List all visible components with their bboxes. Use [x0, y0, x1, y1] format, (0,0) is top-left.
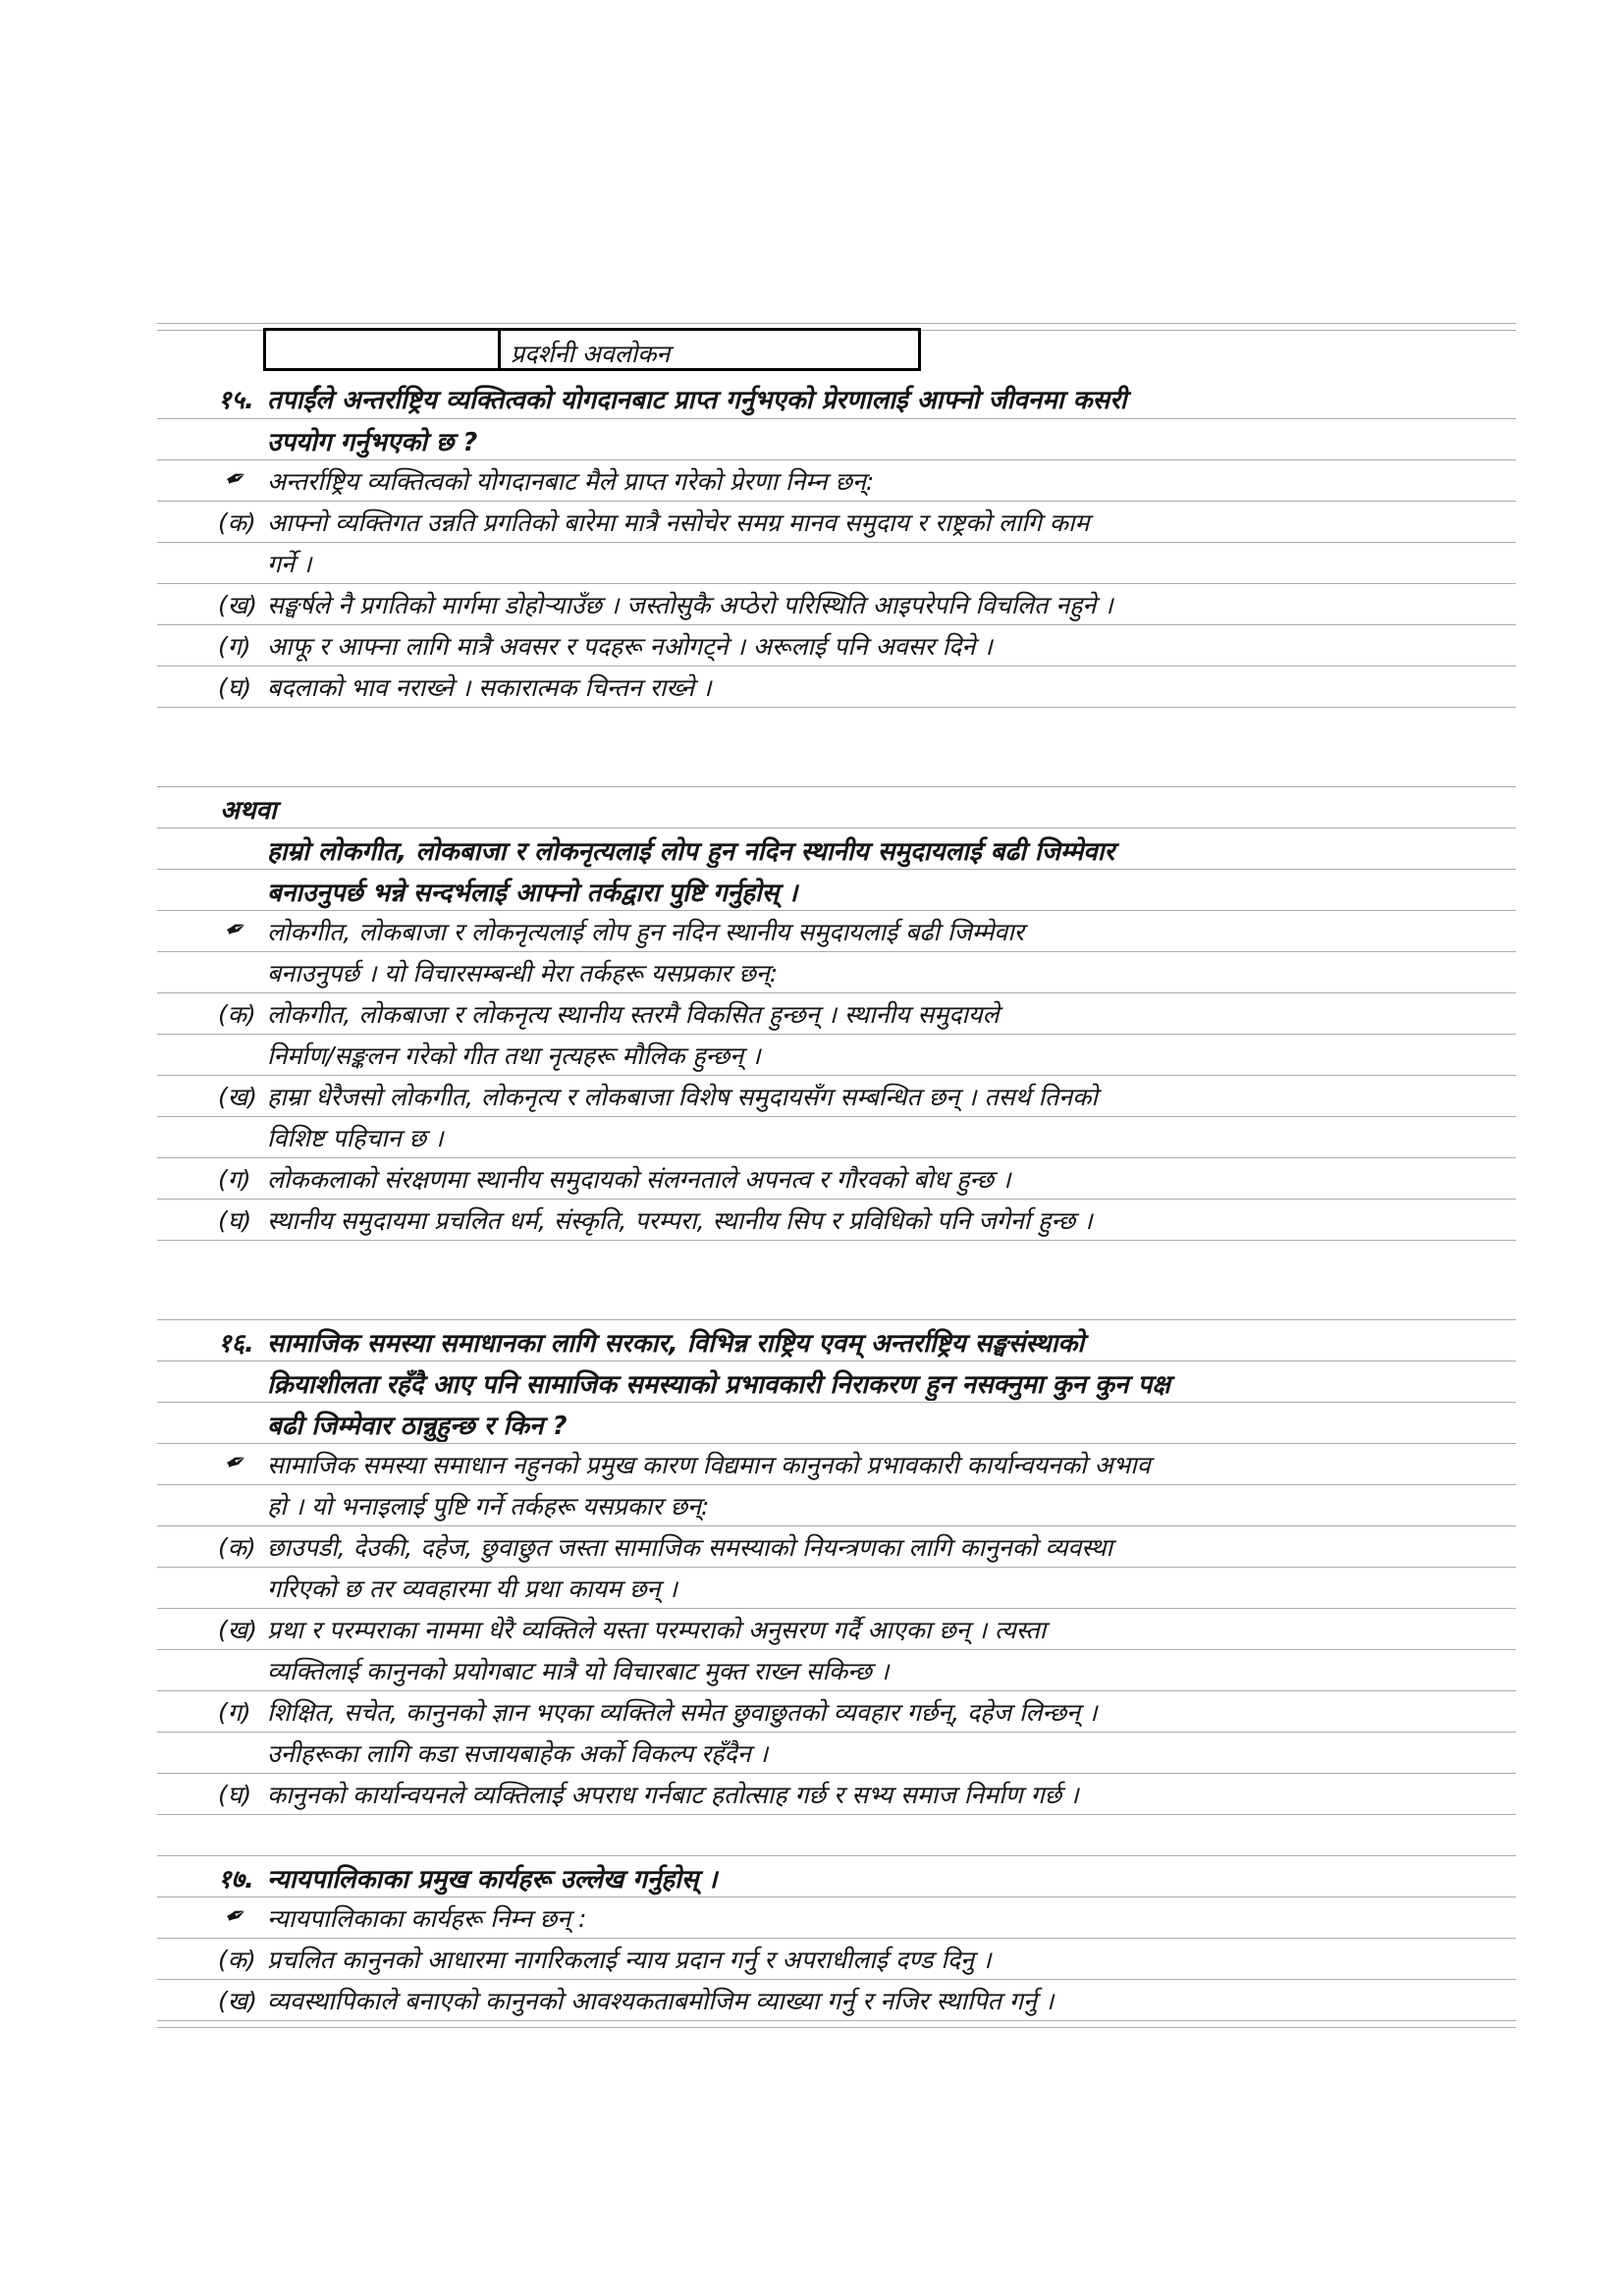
point-line: [157, 1116, 1516, 1157]
row-marker: (ख): [218, 1616, 257, 1644]
header-box-empty-cell: [266, 331, 501, 368]
row-text: आफू र आफ्ना लागि मात्रै अवसर र पदहरू नओगट्ने । अरूलाई पनि अवसर दिने ।: [267, 632, 993, 661]
row-text: तपाईंले अन्तर्राष्ट्रिय व्यक्तित्वको योगदानबाट प्राप्त गर्नुभएको प्रेरणालाई आफ्नो जीवनमा कसरी: [267, 386, 1127, 415]
answer-pen-icon: ✒: [220, 911, 252, 948]
answer-line: [157, 910, 1516, 951]
point-line: [157, 542, 1516, 583]
point-line: [157, 1649, 1516, 1690]
row-marker: (ख): [218, 1987, 257, 2015]
row-text: गर्ने ।: [267, 550, 312, 578]
answer-line: [157, 951, 1516, 992]
row-text: प्रचलित कानुनको आधारमा नागरिकलाई न्याय प्रदान गर्नु र अपराधीलाई दण्ड दिनु ।: [267, 1946, 992, 1974]
row-text: हाम्रो लोकगीत, लोकबाजा र लोकनृत्यलाई लोप हुन नदिन स्थानीय समुदायलाई बढी जिम्मेवार: [267, 837, 1115, 867]
row-text: स्थानीय समुदायमा प्रचलित धर्म, संस्कृति, परम्परा, स्थानीय सिप र प्रविधिको पनि जगेर्ना हुन्छ ।: [267, 1206, 1093, 1235]
row-text: निर्माण/सङ्कलन गरेको गीत तथा नृत्यहरू मौलिक हुन्छन् ।: [267, 1041, 761, 1070]
gap-row: [157, 1240, 1516, 1319]
row-marker: (घ): [218, 1781, 252, 1809]
row-text: न्यायपालिकाका प्रमुख कार्यहरू उल्लेख गर्नुहोस् ।: [267, 1865, 718, 1895]
row-text: न्यायपालिकाका कार्यहरू निम्न छन् :: [267, 1904, 587, 1933]
question-line: [157, 1361, 1516, 1402]
answer-pen-icon: ✒: [220, 460, 252, 498]
row-text: गरिएको छ तर व्यवहारमा यी प्रथा कायम छन् ।: [267, 1575, 677, 1603]
point-line: [157, 1525, 1516, 1567]
point-line: [157, 583, 1516, 624]
row-text: शिक्षित, सचेत, कानुनको ज्ञान भएका व्यक्तिले समेत छुवाछुतको व्यवहार गर्छन्, दहेज लिन्छन् ।: [267, 1698, 1098, 1727]
question-line: [157, 1402, 1516, 1443]
header-box: [263, 328, 921, 371]
row-text: लोकगीत, लोकबाजा र लोकनृत्य स्थानीय स्तरमै विकसित हुन्छन् । स्थानीय समुदायले: [267, 1000, 1000, 1029]
row-marker: १५.: [218, 386, 254, 415]
header-box-label: प्रदर्शनी अवलोकन: [511, 340, 671, 368]
rows-container: [157, 377, 1516, 2020]
answer-line: [157, 1896, 1516, 1938]
row-marker: (क): [218, 1946, 256, 1974]
point-line: [157, 624, 1516, 666]
row-marker: (घ): [218, 673, 252, 702]
row-text: अथवा: [220, 796, 277, 826]
row-text: बनाउनुपर्छ । यो विचारसम्बन्धी मेरा तर्कहरू यसप्रकार छन्:: [267, 959, 779, 988]
row-text: छाउपडी, देउकी, दहेज, छुवाछुत जस्ता सामाजिक समस्याको नियन्त्रणका लागि कानुनको व्यवस्था: [267, 1533, 1112, 1562]
ruled-content-area: [157, 323, 1516, 2021]
row-text: सामाजिक समस्या समाधान नहुनको प्रमुख कारण विद्यमान कानुनको प्रभावकारी कार्यान्वयनको अभाव: [267, 1451, 1151, 1479]
answer-line: [157, 459, 1516, 501]
point-line: [157, 992, 1516, 1034]
row-text: लोककलाको संरक्षणमा स्थानीय समुदायको संलग्नताले अपनत्व र गौरवको बोध हुन्छ ।: [267, 1165, 1011, 1194]
row-marker: (ग): [218, 1165, 251, 1194]
row-text: व्यक्तिलाई कानुनको प्रयोगबाट मात्रै यो विचारबाट मुक्त राख्न सकिन्छ ।: [267, 1657, 890, 1685]
row-marker: (घ): [218, 1206, 252, 1235]
row-marker: (क): [218, 1533, 256, 1562]
or-heading: [157, 786, 1516, 828]
question-line: [157, 1319, 1516, 1361]
row-text: विशिष्ट पहिचान छ ।: [267, 1124, 444, 1152]
row-text: क्रियाशीलता रहँदै आए पनि सामाजिक समस्याको प्रभावकारी निराकरण हुन नसक्नुमा कुन कुन पक्ष: [267, 1370, 1170, 1400]
row-text: बदलाको भाव नराख्ने । सकारात्मक चिन्तन राख्ने ।: [267, 673, 712, 702]
row-text: उनीहरूका लागि कडा सजायबाहेक अर्को विकल्प रहँदैन ।: [267, 1739, 769, 1768]
question-line: [157, 377, 1516, 418]
point-line: [157, 1979, 1516, 2020]
row-text: व्यवस्थापिकाले बनाएको कानुनको आवश्यकताबमोजिम व्याख्या गर्नु र नजिर स्थापित गर्नु ।: [267, 1987, 1055, 2015]
row-text: आफ्नो व्यक्तिगत उन्नति प्रगतिको बारेमा मात्रै नसोचेर समग्र मानव समुदाय र राष्ट्रको लागि काम: [267, 508, 1090, 537]
question-line: [157, 869, 1516, 910]
row-text: सङ्घर्षले नै प्रगतिको मार्गमा डोहोऱ्याउँछ । जस्तोसुकै अप्ठेरो परिस्थिति आइपरेपनि विचलित नहुने ।: [267, 591, 1113, 619]
point-line: [157, 1567, 1516, 1608]
answer-pen-icon: ✒: [220, 1444, 252, 1481]
question-line: [157, 828, 1516, 869]
row-text: हाम्रा धेरैजसो लोकगीत, लोकनृत्य र लोकबाजा विशेष समुदायसँग सम्बन्धित छन् । तसर्थ तिनको: [267, 1083, 1098, 1111]
point-line: [157, 1608, 1516, 1649]
answer-line: [157, 1484, 1516, 1525]
point-line: [157, 501, 1516, 542]
row-text: हो । यो भनाइलाई पुष्टि गर्ने तर्कहरू यसप्रकार छन्:: [267, 1492, 710, 1521]
point-line: [157, 1690, 1516, 1732]
row-text: प्रथा र परम्पराका नाममा धेरै व्यक्तिले यस्ता परम्पराको अनुसरण गर्दै आएका छन् । त्यस्ता: [267, 1616, 1047, 1644]
row-text: अन्तर्राष्ट्रिय व्यक्तित्वको योगदानबाट मैले प्राप्त गरेको प्रेरणा निम्न छन्:: [267, 467, 875, 496]
row-text: बढी जिम्मेवार ठान्नुहुन्छ र किन ?: [267, 1412, 568, 1441]
point-line: [157, 1157, 1516, 1199]
gap-row: [157, 1814, 1516, 1855]
gap-row: [157, 707, 1516, 786]
row-marker: १७.: [218, 1865, 254, 1895]
row-marker: १६.: [218, 1329, 254, 1359]
row-marker: (ग): [218, 1698, 251, 1727]
row-text: कानुनको कार्यान्वयनले व्यक्तिलाई अपराध गर्नबाट हतोत्साह गर्छ र सभ्य समाज निर्माण गर्छ ।: [267, 1781, 1079, 1809]
row-text: सामाजिक समस्या समाधानका लागि सरकार, विभिन्न राष्ट्रिय एवम् अन्तर्राष्ट्रिय सङ्घसंस्थाको: [267, 1329, 1085, 1359]
row-marker: (ग): [218, 632, 251, 661]
row-text: लोकगीत, लोकबाजा र लोकनृत्यलाई लोप हुन नदिन स्थानीय समुदायलाई बढी जिम्मेवार: [267, 918, 1024, 946]
point-line: [157, 1732, 1516, 1773]
answer-pen-icon: ✒: [220, 1897, 252, 1935]
point-line: [157, 1075, 1516, 1116]
row-marker: (ख): [218, 591, 257, 619]
row-text: उपयोग गर्नुभएको छ ?: [267, 428, 478, 457]
point-line: [157, 1938, 1516, 1979]
point-line: [157, 666, 1516, 707]
question-line: [157, 418, 1516, 459]
row-marker: (ख): [218, 1083, 257, 1111]
point-line: [157, 1199, 1516, 1240]
row-marker: (क): [218, 508, 256, 537]
point-line: [157, 1034, 1516, 1075]
row-marker: (क): [218, 1000, 256, 1029]
row-text: बनाउनुपर्छ भन्ने सन्दर्भलाई आफ्नो तर्कद्वारा पुष्टि गर्नुहोस् ।: [267, 879, 798, 908]
point-line: [157, 1773, 1516, 1814]
answer-line: [157, 1443, 1516, 1484]
header-row: [157, 324, 1516, 377]
question-line: [157, 1855, 1516, 1896]
